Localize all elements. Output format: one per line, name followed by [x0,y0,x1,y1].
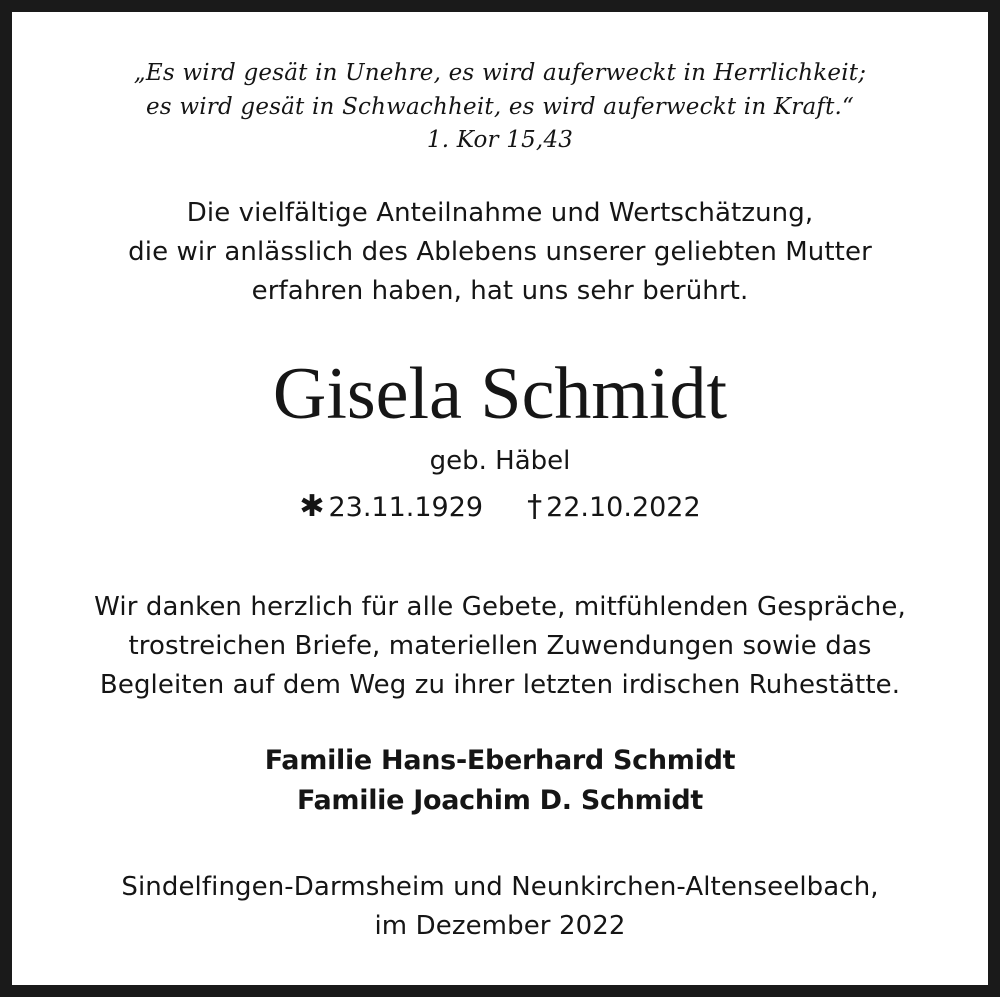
intro-line-2: die wir anlässlich des Ablebens unserer geliebten Mutter [128,237,872,267]
thanks-line-1: Wir danken herzlich für alle Gebete, mitfühlenden Gespräche, [94,592,906,622]
birth-date: 23.11.1929 [328,492,484,523]
maiden-name: geb. Häbel [429,446,571,476]
thanks-line-2: trostreichen Briefe, materiellen Zuwendungen sowie das [128,631,872,661]
life-dates [12,489,988,524]
bible-quote-line-2: es wird gesät in Schwachheit, es wird auferweckt in Kraft.“ [146,94,854,120]
family-signature-2: Familie Joachim D. Schmidt [296,785,704,816]
birth-star-icon: ✱ [299,489,325,524]
death-date: 22.10.2022 [546,492,701,523]
intro-line-3: erfahren haben, hat uns sehr berührt. [251,276,749,306]
closing-location: Sindelfingen-Darmsheim und Neunkirchen-Altenseelbach, [121,872,879,902]
bible-quote-reference: 1. Kor 15,43 [426,127,574,153]
closing-date: im Dezember 2022 [374,911,626,941]
bible-quote-line-1: „Es wird gesät in Unehre, es wird auferweckt in Herrlichkeit; [133,60,867,86]
deceased-name: Gisela Schmidt [272,353,728,435]
death-cross-icon: † [527,489,543,524]
family-signature-1: Familie Hans-Eberhard Schmidt [264,745,736,776]
thanks-line-3: Begleiten auf dem Weg zu ihrer letzten irdischen Ruhestätte. [99,670,901,700]
intro-line-1: Die vielfältige Anteilnahme und Wertschätzung, [186,198,814,228]
